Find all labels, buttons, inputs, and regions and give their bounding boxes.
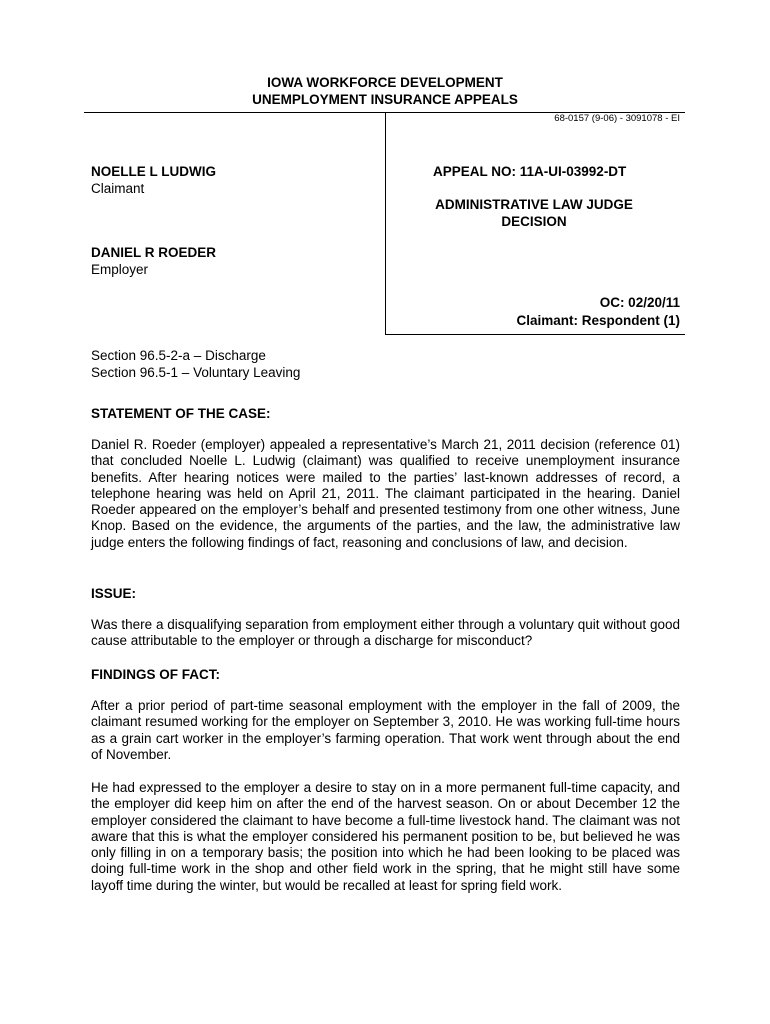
- decision-title-line1: ADMINISTRATIVE LAW JUDGE: [435, 197, 633, 212]
- caption-divider-bottom: [385, 334, 685, 335]
- section-voluntary-leaving: Section 96.5-1 – Voluntary Leaving: [91, 364, 301, 380]
- statement-text: Daniel R. Roeder (employer) appealed a representative’s March 21, 2011 decision (reference 01) that concluded Noelle L. Ludwig (claimant) was qualified to receive unemployment insurance benefits. After hearing notices were mailed to the parties’ last-known addresses of record, a telephone hearing was held on April 21, 2011. The claimant participated in the hearing. Daniel Roeder appeared on the employer’s behalf and presented testimony from one other witness, June Knop. Based on the evidence, the arguments of the parties, and the law, the administrative law judge enters the following findings of fact, reasoning and conclusions of law, and decision.: [91, 437, 680, 550]
- decision-title-line2: DECISION: [501, 214, 567, 229]
- caption-divider-vertical: [385, 112, 386, 334]
- agency-title: IOWA WORKFORCE DEVELOPMENT: [267, 75, 503, 90]
- employer-label: Employer: [91, 262, 149, 277]
- division-title: UNEMPLOYMENT INSURANCE APPEALS: [252, 92, 518, 107]
- form-number: 68-0157 (9-06) - 3091078 - EI: [554, 113, 680, 124]
- section-discharge: Section 96.5-2-a – Discharge: [91, 348, 266, 363]
- findings-paragraph-1: After a prior period of part-time seasonal employment with the employer in the fall of 2009, the claimant resumed working for the employer on September 3, 2010. He was working full-time hours as a grain cart worker in the employer’s farming operation. That work went through about the end of November.: [91, 698, 680, 762]
- findings-paragraph-2: He had expressed to the employer a desire to stay on in a more permanent full-time capacity, and the employer did keep him on after the end of the harvest season. On or about December 12 the employer considered the claimant to have become a full-time livestock hand. The claimant was not aware that this is what the employer considered his permanent position to be, but believed he was only filling in on a temporary basis; the position into which he had been looking to be placed was doing full-time work in the shop and other field work in the spring, that he might still have some layoff time during the winter, but would be recalled at least for spring field work.: [91, 780, 680, 893]
- claimant-name: NOELLE L LUDWIG: [91, 164, 216, 179]
- employer-name: DANIEL R ROEDER: [91, 245, 217, 260]
- code-sections: [91, 348, 300, 381]
- statement-heading: STATEMENT OF THE CASE:: [91, 406, 271, 421]
- claimant-status: Claimant: Respondent (1): [516, 313, 680, 328]
- decision-title: [433, 196, 635, 230]
- oc-date: OC: 02/20/11: [599, 295, 680, 310]
- issue-heading: ISSUE:: [91, 586, 137, 601]
- issue-text: Was there a disqualifying separation from employment either through a voluntary quit without good cause attributable to the employer or through a discharge for misconduct?: [91, 617, 680, 649]
- appeal-number: APPEAL NO: 11A-UI-03992-DT: [433, 164, 627, 179]
- claimant-label: Claimant: [91, 181, 145, 196]
- findings-heading: FINDINGS OF FACT:: [91, 667, 220, 682]
